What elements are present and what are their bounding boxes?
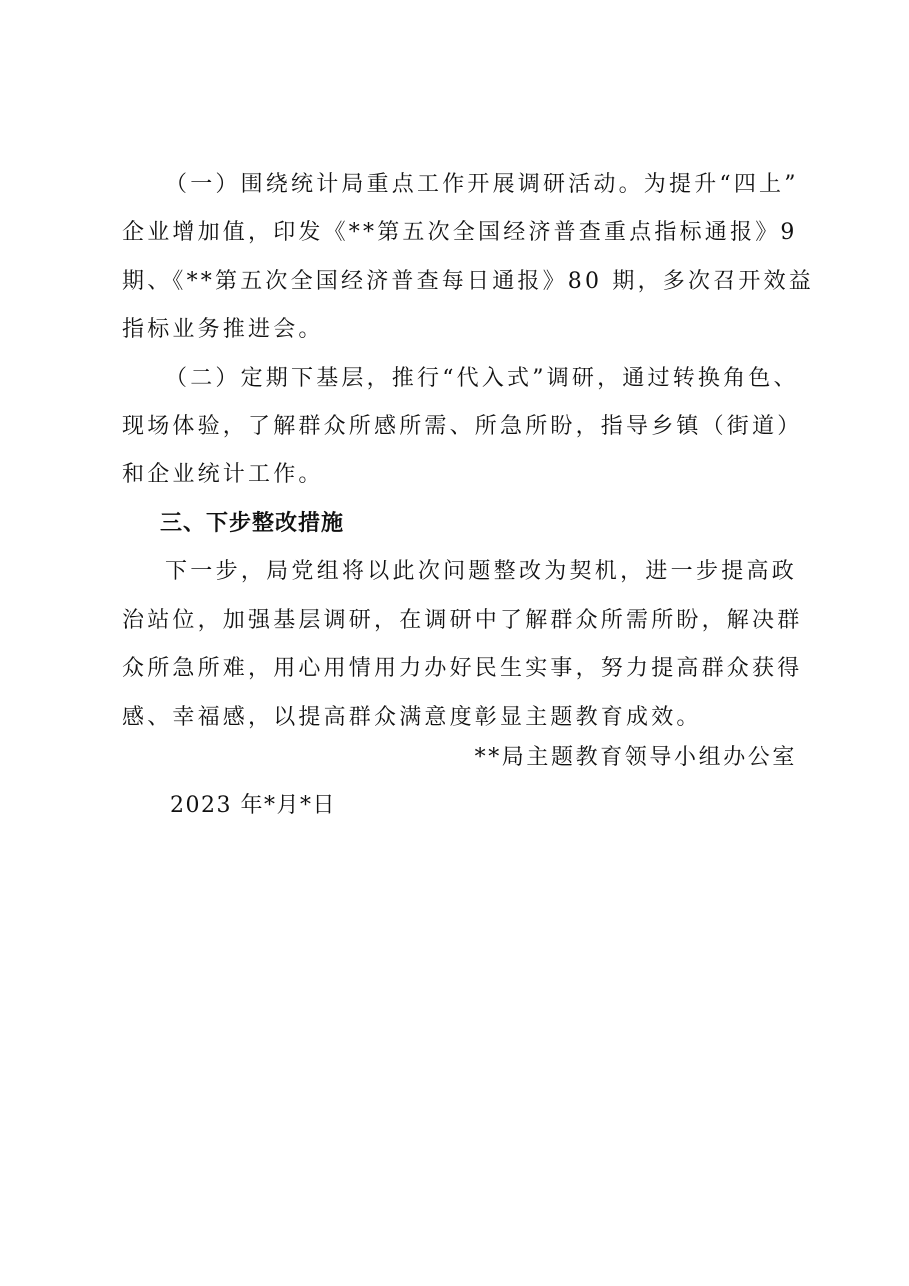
paragraph-1-line-3: 期、《**第五次全国经济普查每日通报》80 期，多次召开效益 [122, 269, 814, 294]
paragraph-2-line-3: 和企业统计工作。 [122, 462, 324, 487]
paragraph-3-line-2: 治站位，加强基层调研，在调研中了解群众所需所盼，解决群 [122, 608, 803, 633]
paragraph-2-line-2: 现场体验，了解群众所感所需、所急所盼，指导乡镇（街道） [122, 414, 803, 439]
paragraph-3-line-1: 下一步，局党组将以此次问题整改为契机，进一步提高政 [165, 559, 797, 584]
section-heading: 三、下步整改措施 [160, 511, 345, 536]
paragraph-3-line-3: 众所急所难，用心用情用力办好民生实事，努力提高群众获得 [122, 656, 803, 681]
paragraph-3-line-4: 感、幸福感，以提高群众满意度彰显主题教育成效。 [122, 705, 702, 730]
paragraph-1-line-1: （一）围绕统计局重点工作开展调研活动。为提升“四上” [165, 172, 799, 197]
signature: **局主题教育领导小组办公室 [474, 745, 797, 770]
date: 2023 年*月*日 [170, 793, 336, 818]
paragraph-1-line-4: 指标业务推进会。 [122, 317, 324, 342]
paragraph-1-line-2: 企业增加值，印发《**第五次全国经济普查重点指标通报》9 [122, 220, 798, 245]
paragraph-2-line-1: （二）定期下基层，推行“代入式”调研，通过转换角色、 [165, 366, 799, 391]
